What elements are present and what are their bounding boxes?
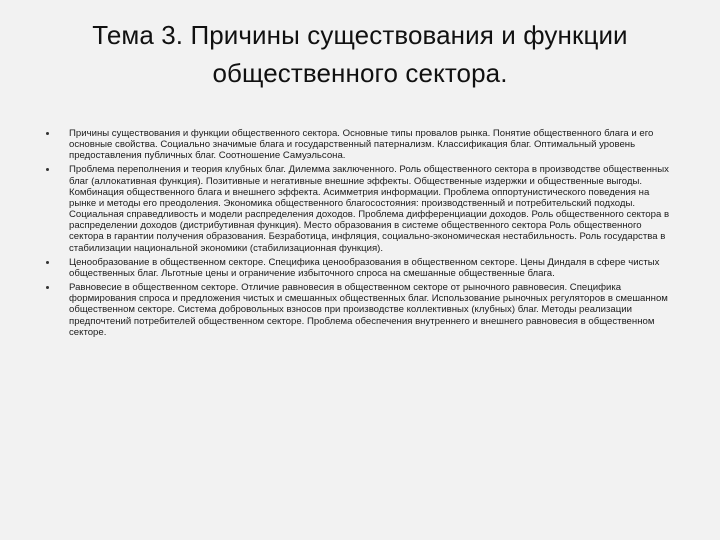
bullet-icon bbox=[46, 132, 49, 135]
list-item bbox=[46, 257, 676, 279]
list-item-text: Равновесие в общественном секторе. Отличие равновесия в общественном секторе от рыночного равновесия. Специфика формирования спроса и предложения чистых и смешанных общественных благ. Использование рыночных регуляторов в смешанном общественном секторе. Система добровольных взносов при производстве коллективных (клубных) благ. Методы реализации предпочтений потребителей общественном секторе. Проблема обеспечения внутреннего и внешнего равновесия в общественном секторе. bbox=[69, 282, 668, 338]
list-item-text: Причины существования и функции общественного сектора. Основные типы провалов рынка. Понятие общественного блага и его основные свойства. Социально значимые блага и государственный патернализм. Классификация благ. Оптимальный уровень предоставления публичных благ. Соотношение Самуэльсона. bbox=[69, 128, 654, 162]
slide-title: Тема 3. Причины существования и функции общественного сектора. bbox=[92, 20, 628, 88]
bullet-icon bbox=[46, 261, 49, 264]
list-item-text: Проблема переполнения и теория клубных благ. Дилемма заключенного. Роль общественного сектора в производстве общественных благ (аллокативная функция). Позитивные и негативные внешние эффекты. Общественные издержки и общественные выгоды. Комбинация общественного блага и внешнего эффекта. Асимметрия информации. Проблема оппортунистического поведения на рынке и методы его преодоления. Экономика общественного благосостояния: производственный и потребительский подходы. Социальная справедливость и модели распределения доходов. Проблема дифференциации доходов. Роль общественного сектора в распределении доходов (дистрибутивная функция). Место образования в системе общественного сектора Роль общественного сектора в гарантии получения образования. Безработица, инфляция, социально-экономическая нестабильность. Роль государства в стабилизации национальной экономики (стабилизационная функция). bbox=[69, 164, 670, 254]
bullet-icon bbox=[46, 286, 49, 289]
list-item bbox=[46, 282, 676, 338]
bullet-list bbox=[46, 128, 676, 338]
list-item bbox=[46, 164, 676, 253]
list-item-text: Ценообразование в общественном секторе. Специфика ценообразования в общественном секторе. Цены Диндаля в сфере чистых общественных благ. Льготные цены и ограничение избыточного спроса на смешанные общественные блага. bbox=[69, 256, 660, 279]
list-item bbox=[46, 128, 676, 161]
bullet-icon bbox=[46, 168, 49, 171]
